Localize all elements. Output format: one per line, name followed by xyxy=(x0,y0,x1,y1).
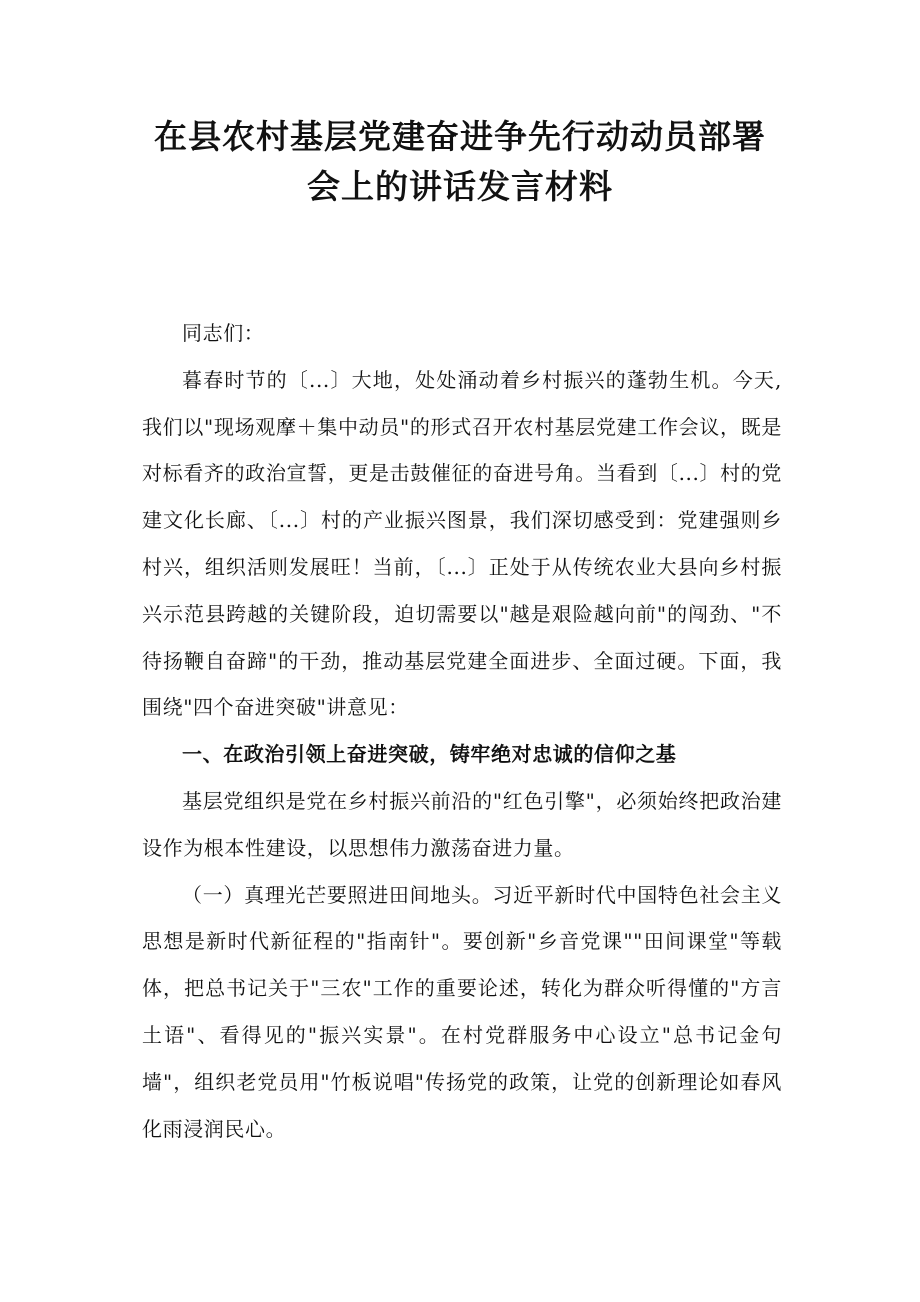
opening-paragraph: 暮春时节的〔...〕大地，处处涌动着乡村振兴的蓬勃生机。今天,我们以"现场观摩＋集中动员"的形式召开农村基层党建工作会议，既是对标看齐的政治宣誓，更是击鼓催征的奋进号角。当看到〔...〕村的党建文化长廊、〔...〕村的产业振兴图景，我们深切感受到：党建强则乡村兴，组织活则发展旺！当前，〔...〕正处于从传统农业大县向乡村振兴示范县跨越的关键阶段，迫切需要以"越是艰险越向前"的闯劲、"不待扬鞭自奋蹄"的干劲，推动基层党建全面进步、全面过硬。下面，我围绕"四个奋进突破"讲意见： xyxy=(142,367,782,720)
document-body xyxy=(142,310,782,1152)
section-1-heading: 一、在政治引领上奋进突破，铸牢绝对忠诚的信仰之基 xyxy=(182,742,677,767)
title-line-1: 在县农村基层党建奋进争先行动动员部署 xyxy=(154,117,766,156)
salutation: 同志们： xyxy=(182,321,265,345)
document-title xyxy=(120,112,800,212)
section-1-intro: 基层党组织是党在乡村振兴前沿的"红色引擎"，必须始终把政治建设作为根本性建设，以思想伟力激荡奋进力量。 xyxy=(142,788,782,860)
title-line-2: 会上的讲话发言材料 xyxy=(307,167,613,206)
section-1-item-1: （一）真理光芒要照进田间地头。习近平新时代中国特色社会主义思想是新时代新征程的"指南针"。要创新"乡音党课""田间课堂"等载体，把总书记关于"三农"工作的重要论述，转化为群众听得懂的"方言土语"、看得见的"振兴实景"。在村党群服务中心设立"总书记金句墙"，组织老党员用"竹板说唱"传扬党的政策，让党的创新理论如春风化雨浸润民心。 xyxy=(142,882,782,1141)
